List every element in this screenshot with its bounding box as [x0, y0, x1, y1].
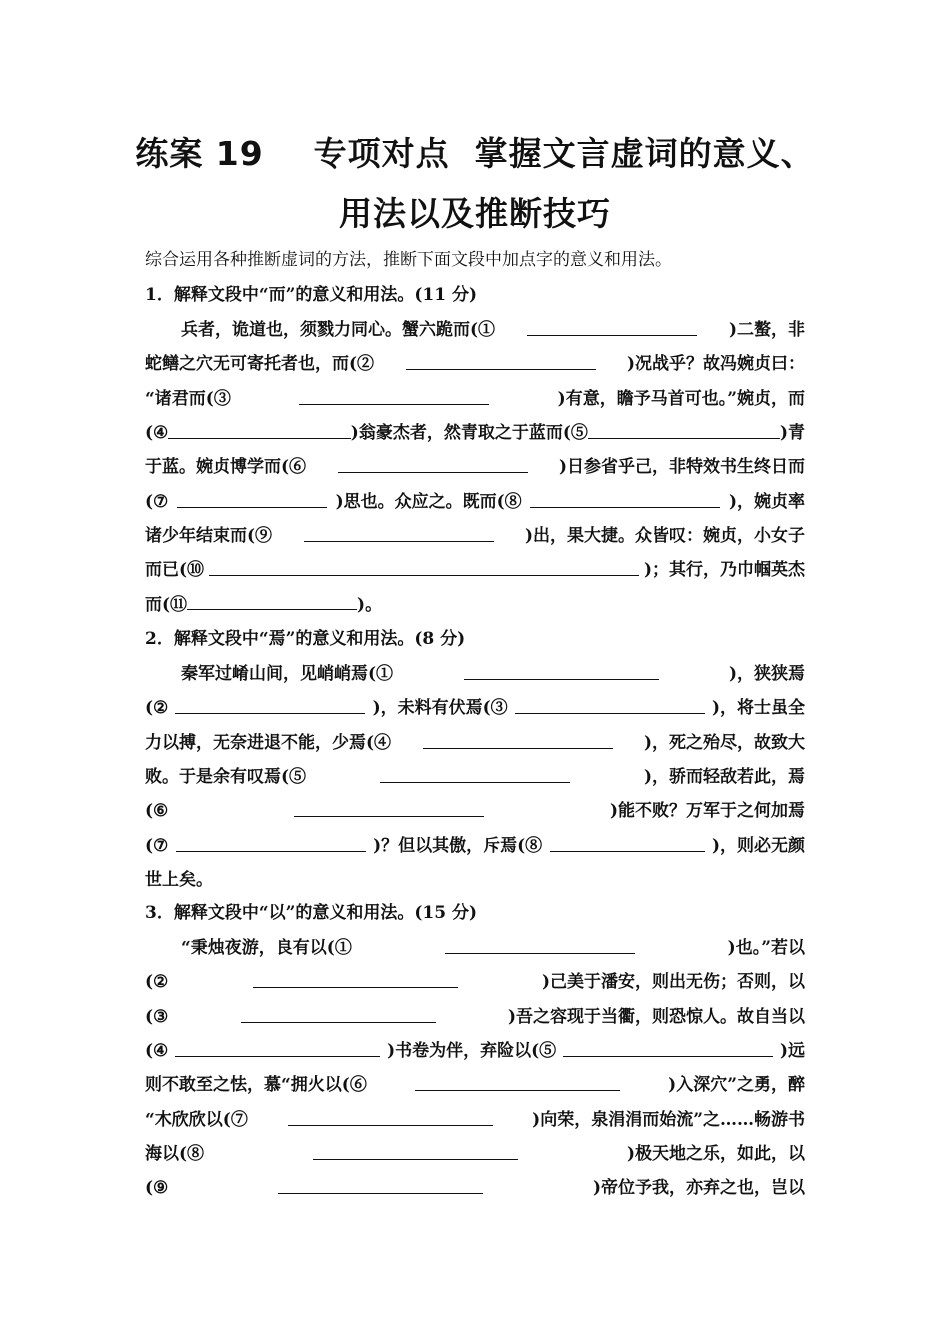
passage-text: )青: [779, 423, 805, 443]
q2-passage-line: [145, 765, 805, 789]
passage-text: (⑥: [145, 801, 169, 821]
answer-blank[interactable]: [563, 1039, 773, 1057]
passage-text: 则不敢至之怯，慕“拥火以(⑥: [145, 1075, 367, 1095]
passage-text: )，将士虽全: [711, 698, 805, 718]
answer-blank[interactable]: [550, 834, 705, 852]
answer-blank[interactable]: [406, 352, 596, 370]
passage-text: )出，果大捷。众皆叹：婉贞，小女子: [524, 526, 805, 546]
answer-blank[interactable]: [530, 490, 720, 508]
q3-passage-line: [145, 970, 805, 994]
q3-passage-line: [145, 1176, 805, 1200]
answer-blank[interactable]: [176, 834, 366, 852]
answer-blank[interactable]: [299, 387, 489, 405]
q2-passage-line: [145, 868, 805, 892]
q1-passage-line: [145, 387, 805, 411]
passage-text: )入深穴”之勇，醉: [668, 1075, 805, 1095]
passage-text: 而已(⑩: [145, 560, 205, 580]
passage-text: )书卷为伴，弃险以(⑤: [387, 1041, 557, 1061]
passage-text: )。: [357, 595, 383, 615]
passage-text: )日参省乎己，非特效书生终日而: [558, 457, 805, 477]
passage-text: )极天地之乐，如此，以: [626, 1144, 805, 1164]
answer-blank[interactable]: [423, 731, 613, 749]
passage-text: 蛇鳝之穴无可寄托者也，而(②: [145, 354, 375, 374]
q3-passage-line: [145, 1005, 805, 1029]
q2-passage-line: [145, 696, 805, 720]
passage-text: )能不败？万军于之何加焉: [609, 801, 805, 821]
answer-blank[interactable]: [294, 799, 484, 817]
answer-blank[interactable]: [304, 524, 494, 542]
q2-passage-line: [145, 731, 805, 755]
passage-text: (③: [145, 1007, 169, 1027]
passage-text: 诸少年结束而(⑨: [145, 526, 273, 546]
passage-text: )？但以其傲，斥焉(⑧: [373, 836, 543, 856]
q3-passage-line: [145, 1142, 805, 1166]
q1-passage-line: [145, 558, 805, 582]
passage-text: “木欣欣以(⑦: [145, 1110, 248, 1130]
passage-text: )况战乎？故冯婉贞曰：: [626, 354, 805, 374]
passage-text: )二螯，非: [728, 320, 805, 340]
passage-text: (②: [145, 972, 169, 992]
passage-text: (④: [145, 423, 169, 443]
instruction: 综合运用各种推断虚词的方法，推断下面文段中加点字的意义和用法。: [145, 250, 672, 270]
answer-blank[interactable]: [313, 1142, 518, 1160]
answer-blank[interactable]: [380, 765, 570, 783]
passage-text: )也。”若以: [727, 938, 805, 958]
passage-text: “诸君而(③: [145, 389, 231, 409]
passage-text: )，骄而轻敌若此，焉: [643, 767, 805, 787]
passage-text: 力以搏，无奈进退不能，少焉(④: [145, 733, 392, 753]
passage-text: )，婉贞率: [728, 492, 805, 512]
answer-blank[interactable]: [209, 558, 639, 576]
answer-blank[interactable]: [445, 936, 635, 954]
passage-text: 秦军过崤山间，见峭峭焉(①: [181, 664, 394, 684]
passage-text: 海以(⑧: [145, 1144, 205, 1164]
answer-blank[interactable]: [338, 455, 528, 473]
passage-text: 于蓝。婉贞博学而(⑥: [145, 457, 307, 477]
page-title-line2: 用法以及推断技巧: [339, 194, 611, 233]
q1-passage-line: [145, 524, 805, 548]
q2-heading: 2．解释文段中“焉”的意义和用法。(8 分): [145, 629, 466, 649]
q2-passage-line: [145, 834, 805, 858]
passage-text: )，狭狭焉: [728, 664, 805, 684]
answer-blank[interactable]: [253, 970, 458, 988]
passage-text: (⑦: [145, 836, 169, 856]
q3-passage-line: [145, 1039, 805, 1063]
q1-passage-line: [145, 352, 805, 376]
q2-passage-line: [145, 662, 805, 686]
q3-passage-line: [145, 1108, 805, 1132]
answer-blank[interactable]: [588, 421, 780, 439]
q1-passage-line: [145, 421, 805, 445]
q1-passage-line: [145, 318, 805, 342]
passage-text: )，则必无颜: [711, 836, 805, 856]
q1-passage-line: [145, 455, 805, 479]
q3-heading: 3．解释文段中“以”的意义和用法。(15 分): [145, 903, 478, 923]
passage-text: )向荣，泉涓涓而始流”之……畅游书: [532, 1110, 805, 1130]
passage-text: )，未料有伏焉(③: [372, 698, 508, 718]
passage-text: )翁豪杰者，然青取之于蓝而(⑤: [350, 423, 588, 443]
answer-blank[interactable]: [187, 592, 357, 610]
q1-heading: 1．解释文段中“而”的意义和用法。(11 分): [145, 285, 478, 305]
passage-text: )己美于潘安，则出无伤；否则，以: [541, 972, 805, 992]
passage-text: )，死之殆尽，故致大: [643, 733, 805, 753]
answer-blank[interactable]: [278, 1176, 483, 1194]
passage-text: (④: [145, 1041, 169, 1061]
q1-passage-line: [145, 592, 805, 617]
passage-text: )帝位予我，亦弃之也，岂以: [592, 1178, 805, 1198]
answer-blank[interactable]: [168, 421, 350, 439]
answer-blank[interactable]: [175, 696, 365, 714]
answer-blank[interactable]: [175, 1039, 380, 1057]
passage-text: “秉烛夜游，良有以(①: [181, 938, 352, 958]
passage-text: )思也。众应之。既而(⑧: [335, 492, 522, 512]
passage-text: 而(⑪: [145, 595, 188, 615]
passage-text: )远: [779, 1041, 805, 1061]
passage-text: 败。于是余有叹焉(⑤: [145, 767, 307, 787]
passage-text: 世上矣。: [145, 870, 213, 890]
passage-text: )有意，瞻予马首可也。”婉贞，而: [557, 389, 805, 409]
passage-text: 兵者，诡道也，须戮力同心。蟹六跪而(①: [181, 320, 496, 340]
answer-blank[interactable]: [415, 1073, 620, 1091]
q1-passage-line: [145, 490, 805, 514]
passage-text: )吾之容现于当衢，则恐惊人。故自当以: [507, 1007, 805, 1027]
page-title-line1: 练案 19 专项对点 掌握文言虚词的意义、: [135, 134, 815, 173]
passage-text: (⑨: [145, 1178, 169, 1198]
passage-text: (⑦: [145, 492, 169, 512]
q2-passage-line: [145, 799, 805, 823]
q3-passage-line: [145, 1073, 805, 1097]
answer-blank[interactable]: [527, 318, 697, 336]
passage-text: (②: [145, 698, 169, 718]
answer-blank[interactable]: [288, 1108, 493, 1126]
q3-passage-line: [145, 936, 805, 960]
passage-text: )；其行，乃巾帼英杰: [643, 560, 805, 580]
answer-blank[interactable]: [177, 490, 327, 508]
answer-blank[interactable]: [241, 1005, 436, 1023]
answer-blank[interactable]: [515, 696, 705, 714]
answer-blank[interactable]: [464, 662, 659, 680]
